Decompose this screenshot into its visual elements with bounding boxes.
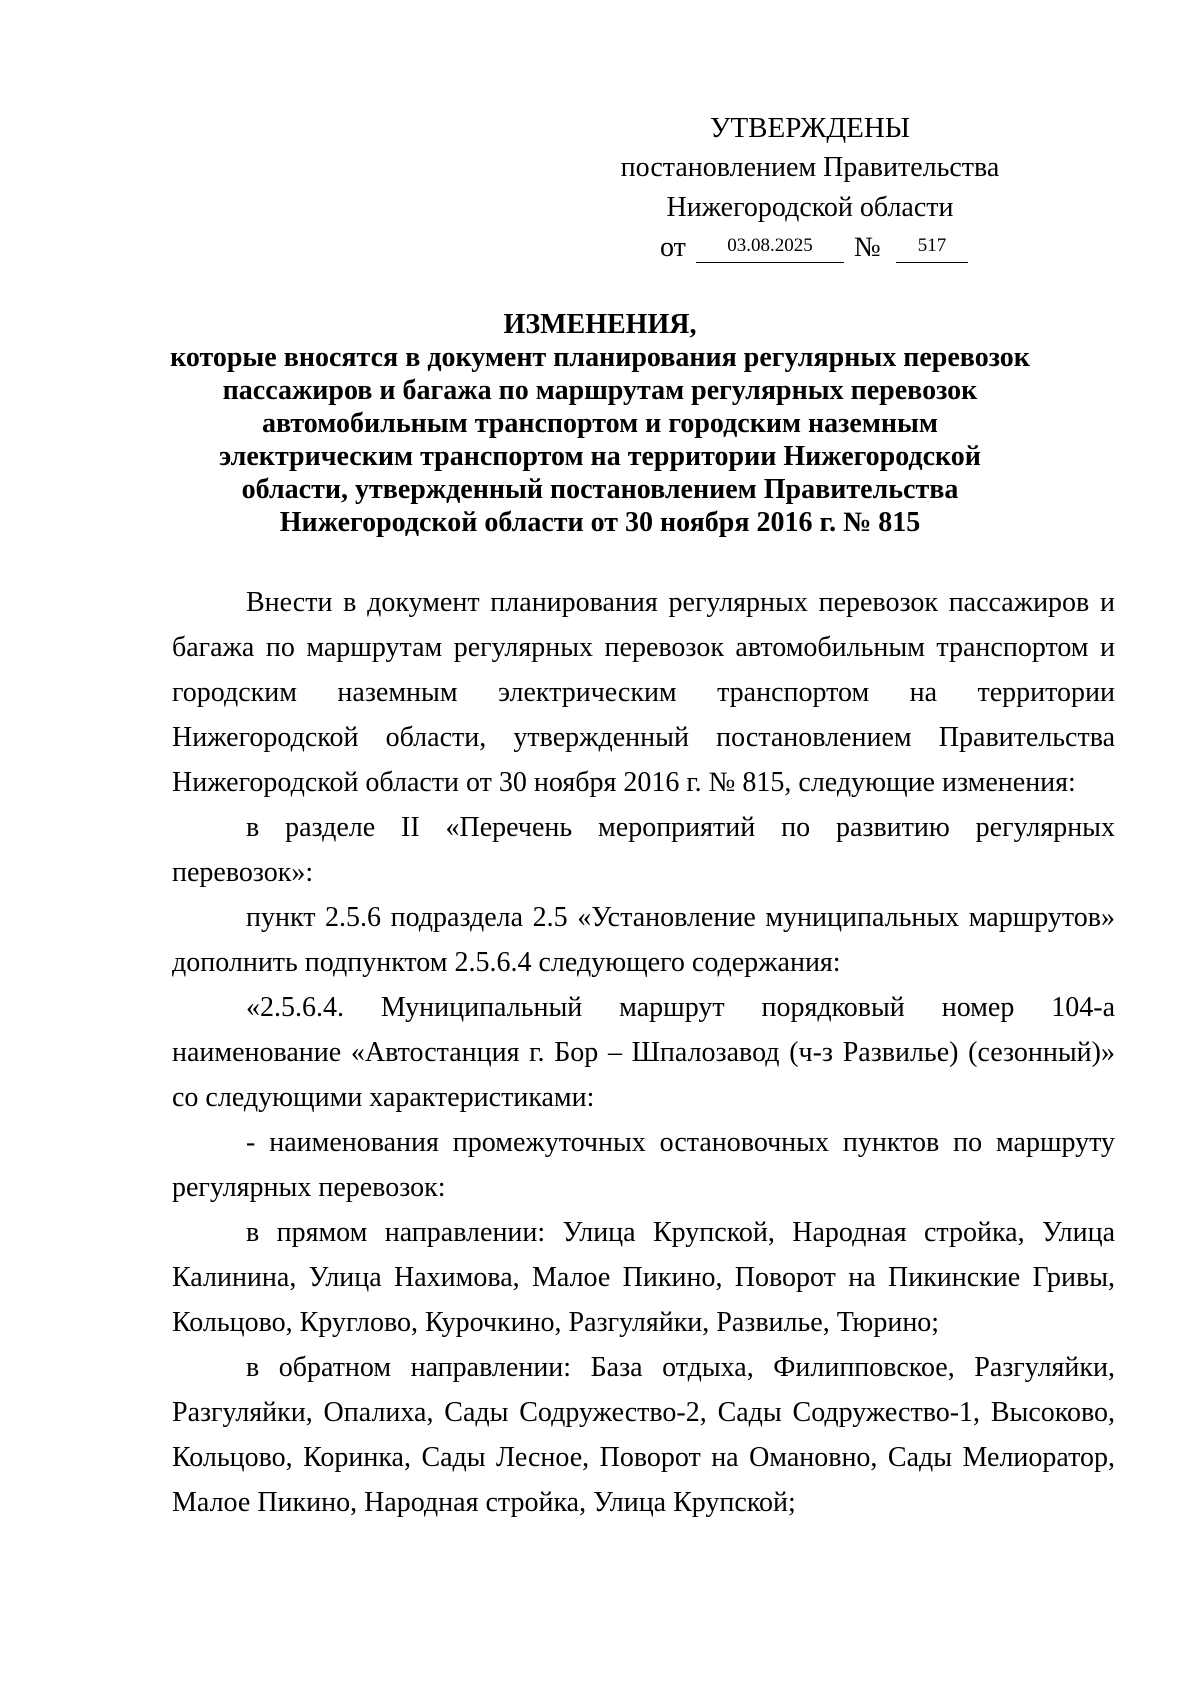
approval-date: 03.08.2025: [696, 230, 844, 263]
date-prefix: от: [660, 232, 686, 263]
body-paragraph: - наименования промежуточных остановочных пунктов по маршруту регулярных перевозок:: [172, 1127, 1115, 1203]
approval-stamp-block: [600, 108, 1020, 268]
title-line: ИЗМЕНЕНИЯ,: [503, 309, 697, 340]
title-line: области, утвержденный постановлением Правительства: [241, 474, 959, 505]
approval-heading: УТВЕРЖДЕНЫ: [709, 112, 911, 144]
approval-number: 517: [896, 230, 968, 263]
body-paragraph: в обратном направлении: База отдыха, Филипповское, Разгуляйки, Разгуляйки, Опалиха, Сады Содружество-2, Сады Содружество-1, Высоково, Кольцово, Коринка, Сады Лесное, Поворот на Омановно, Сады Мелиоратор, Малое Пикино, Народная стройка, Улица Крупской;: [172, 1352, 1115, 1518]
body-paragraph: в разделе II «Перечень мероприятий по развитию регулярных перевозок»:: [172, 812, 1115, 888]
title-line: которые вносятся в документ планирования регулярных перевозок: [170, 342, 1030, 373]
document-body: [172, 580, 1115, 1525]
body-paragraph: Внести в документ планирования регулярных перевозок пассажиров и багажа по маршрутам регулярных перевозок автомобильным транспортом и городским наземным электрическим транспортом на территории Нижегородской области, утвержденный постановлением Правительства Нижегородской области от 30 ноября 2016 г. № 815, следующие изменения:: [172, 587, 1115, 798]
approval-line-1: постановлением Правительства: [620, 152, 1000, 183]
title-line: электрическим транспортом на территории Нижегородской: [219, 441, 981, 472]
title-line: автомобильным транспортом и городским наземным: [262, 408, 938, 439]
approval-line-2: Нижегородской области: [666, 192, 954, 223]
body-paragraph: «2.5.6.4. Муниципальный маршрут порядковый номер 104-а наименование «Автостанция г. Бор – Шпалозавод (ч-з Развилье) (сезонный)» со следующими характеристиками:: [172, 992, 1115, 1113]
number-prefix: №: [854, 232, 881, 263]
body-paragraph: в прямом направлении: Улица Крупской, Народная стройка, Улица Калинина, Улица Нахимова, Малое Пикино, Поворот на Пикинские Гривы, Кольцово, Круглово, Курочкино, Разгуляйки, Развилье, Тюрино;: [172, 1217, 1115, 1338]
title-line: пассажиров и багажа по маршрутам регулярных перевозок: [222, 375, 978, 406]
body-paragraph: пункт 2.5.6 подраздела 2.5 «Установление муниципальных маршрутов» дополнить подпунктом 2.5.6.4 следующего содержания:: [172, 902, 1115, 978]
approval-date-number-line: [600, 228, 1020, 268]
title-line: Нижегородской области от 30 ноября 2016 г. № 815: [279, 507, 921, 538]
document-title: [150, 308, 1050, 539]
